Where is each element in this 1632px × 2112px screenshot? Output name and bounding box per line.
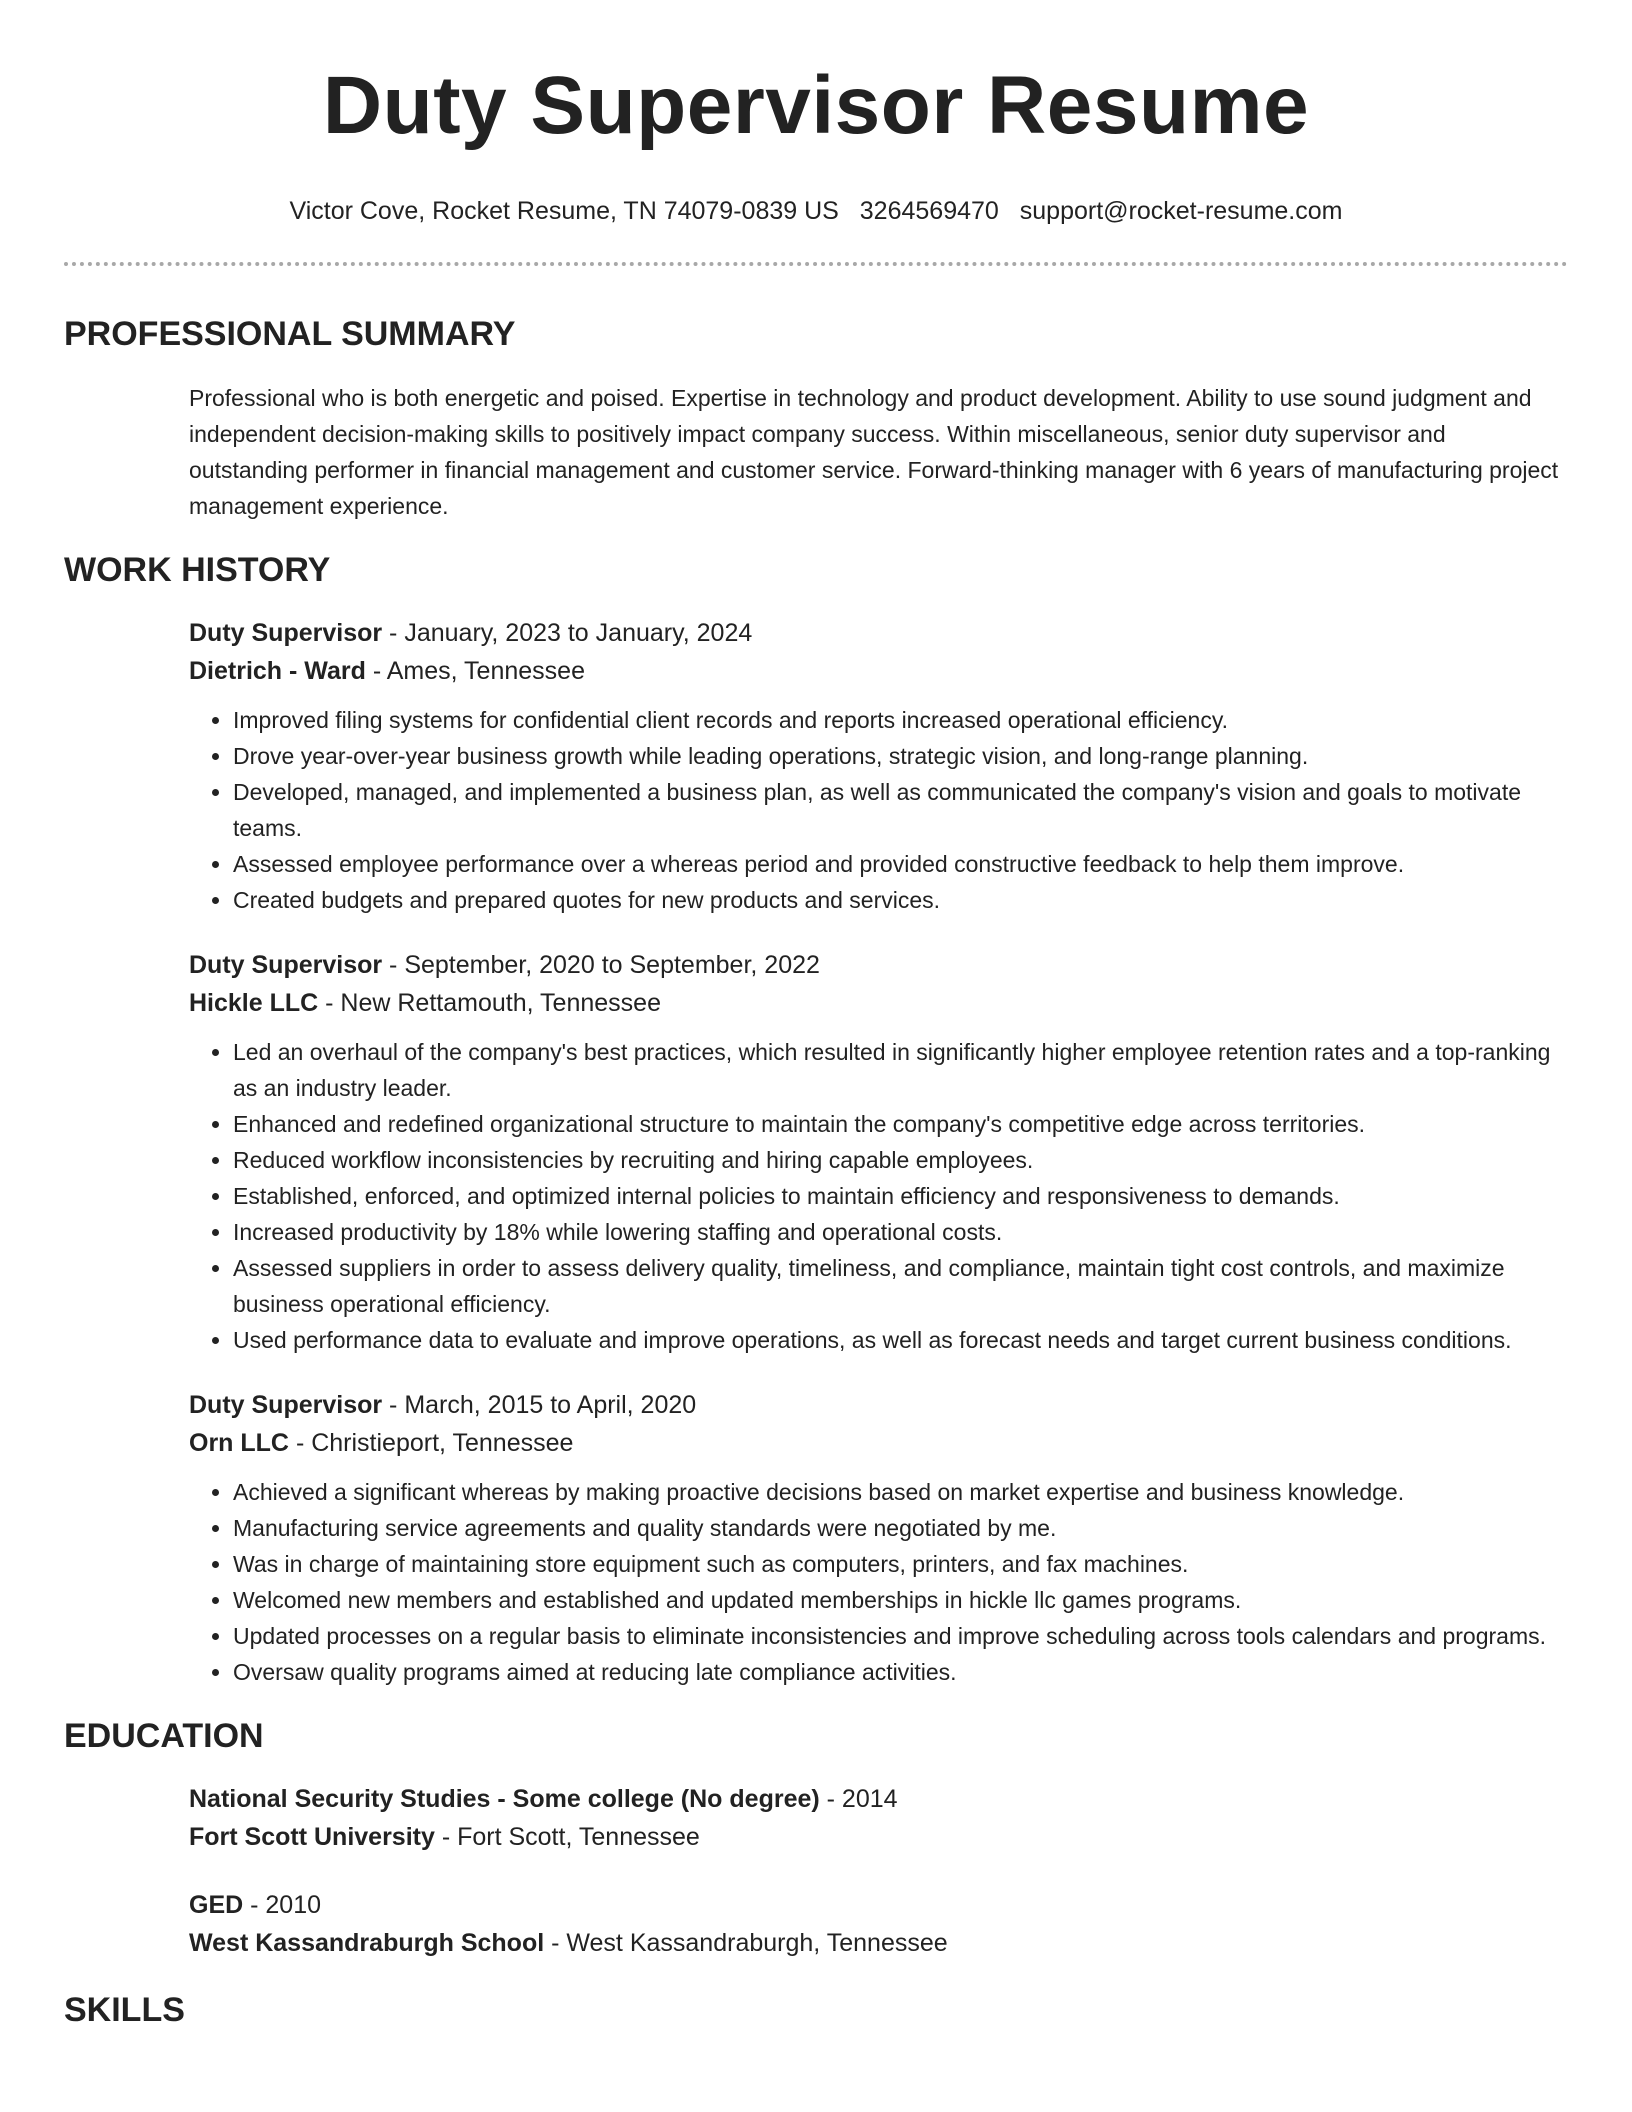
job-title-line — [189, 614, 1568, 652]
list-item: • Created budgets and prepared quotes for new products and services. — [233, 882, 1568, 918]
job-company-line — [189, 652, 1568, 690]
list-item: • Oversaw quality programs aimed at reducing late compliance activities. — [233, 1654, 1568, 1690]
job-bullets — [189, 1034, 1568, 1358]
education-entry — [189, 1780, 1568, 1856]
list-item: • Manufacturing service agreements and quality standards were negotiated by me. — [233, 1510, 1568, 1546]
job-location: - Christieport, Tennessee — [289, 1429, 574, 1457]
job-bullets — [189, 702, 1568, 918]
education-degree: National Security Studies - Some college (No degree) — [189, 1785, 820, 1813]
education-degree-line — [189, 1886, 1568, 1924]
list-item: • Led an overhaul of the company's best practices, which resulted in significantly higher employee retention rates and a top-ranking as an industry leader. — [233, 1034, 1568, 1106]
section-title-summary: PROFESSIONAL SUMMARY — [64, 315, 516, 353]
job-dates: - January, 2023 to January, 2024 — [382, 619, 753, 647]
list-item: • Improved filing systems for confidential client records and reports increased operational efficiency. — [233, 702, 1568, 738]
list-item: • Assessed employee performance over a whereas period and provided constructive feedback to help them improve. — [233, 846, 1568, 882]
job-bullets — [189, 1474, 1568, 1690]
list-item: • Used performance data to evaluate and improve operations, as well as forecast needs and target current business conditions. — [233, 1322, 1568, 1358]
education-year: - 2010 — [243, 1891, 322, 1919]
list-item: • Welcomed new members and established and updated memberships in hickle llc games programs. — [233, 1582, 1568, 1618]
resume-header — [0, 0, 1632, 226]
education-location: - Fort Scott, Tennessee — [434, 1823, 700, 1851]
section-title-education: EDUCATION — [64, 1717, 264, 1755]
summary-text: Professional who is both energetic and poised. Expertise in technology and product development. Ability to use sound judgment and independent decision-making skills to positively impact company success. Within miscellaneous, senior duty supervisor and outstanding performer in financial management and customer service. Forward-thinking manager with 6 years of manufacturing project management experience. — [189, 385, 1559, 519]
list-item: • Enhanced and redefined organizational structure to maintain the company's competitive edge across territories. — [233, 1106, 1568, 1142]
work-history — [189, 614, 1568, 1690]
list-item: • Was in charge of maintaining store equipment such as computers, printers, and fax machines. — [233, 1546, 1568, 1582]
list-item: • Increased productivity by 18% while lowering staffing and operational costs. — [233, 1214, 1568, 1250]
list-item: • Achieved a significant whereas by making proactive decisions based on market expertise and business knowledge. — [233, 1474, 1568, 1510]
education-school: Fort Scott University — [189, 1823, 435, 1851]
education-school: West Kassandraburgh School — [189, 1929, 545, 1957]
list-item: • Developed, managed, and implemented a business plan, as well as communicated the company's vision and goals to motivate teams. — [233, 774, 1568, 846]
job-title: Duty Supervisor — [189, 951, 383, 979]
job-location: - Ames, Tennessee — [365, 657, 585, 685]
job-title-line — [189, 946, 1568, 984]
list-item: • Reduced workflow inconsistencies by recruiting and hiring capable employees. — [233, 1142, 1568, 1178]
education-school-line — [189, 1924, 1568, 1962]
job-title-line — [189, 1386, 1568, 1424]
job-title: Duty Supervisor — [189, 619, 383, 647]
job-company: Hickle LLC — [189, 989, 319, 1017]
job-company-line — [189, 984, 1568, 1022]
education-list — [189, 1780, 1568, 1962]
list-item: • Assessed suppliers in order to assess delivery quality, timeliness, and compliance, maintain tight cost controls, and maximize business operational efficiency. — [233, 1250, 1568, 1322]
job-location: - New Rettamouth, Tennessee — [318, 989, 661, 1017]
section-title-work-history: WORK HISTORY — [64, 551, 331, 589]
education-year: - 2014 — [819, 1785, 898, 1813]
education-entry — [189, 1886, 1568, 1962]
education-degree: GED — [189, 1891, 244, 1919]
list-item: • Updated processes on a regular basis to eliminate inconsistencies and improve scheduling across tools calendars and programs. — [233, 1618, 1568, 1654]
job-company: Orn LLC — [189, 1429, 289, 1457]
job-entry — [189, 946, 1568, 1358]
job-entry — [189, 614, 1568, 918]
contact-phone: 3264569470 — [859, 197, 999, 225]
job-title: Duty Supervisor — [189, 1391, 383, 1419]
list-item: • Drove year-over-year business growth while leading operations, strategic vision, and long-range planning. — [233, 738, 1568, 774]
contact-line — [0, 196, 1632, 226]
section-title-skills: SKILLS — [64, 1991, 185, 2029]
job-company-line — [189, 1424, 1568, 1462]
contact-email[interactable]: support@rocket-resume.com — [1019, 197, 1343, 225]
education-location: - West Kassandraburgh, Tennessee — [544, 1929, 948, 1957]
education-school-line — [189, 1818, 1568, 1856]
job-dates: - March, 2015 to April, 2020 — [382, 1391, 697, 1419]
job-company: Dietrich - Ward — [189, 657, 366, 685]
education-degree-line — [189, 1780, 1568, 1818]
job-dates: - September, 2020 to September, 2022 — [382, 951, 820, 979]
header-divider — [64, 262, 1568, 266]
list-item: • Established, enforced, and optimized internal policies to maintain efficiency and responsiveness to demands. — [233, 1178, 1568, 1214]
page-title: Duty Supervisor Resume — [322, 60, 1310, 151]
contact-address: Victor Cove, Rocket Resume, TN 74079-0839 US — [289, 197, 839, 225]
job-entry — [189, 1386, 1568, 1690]
